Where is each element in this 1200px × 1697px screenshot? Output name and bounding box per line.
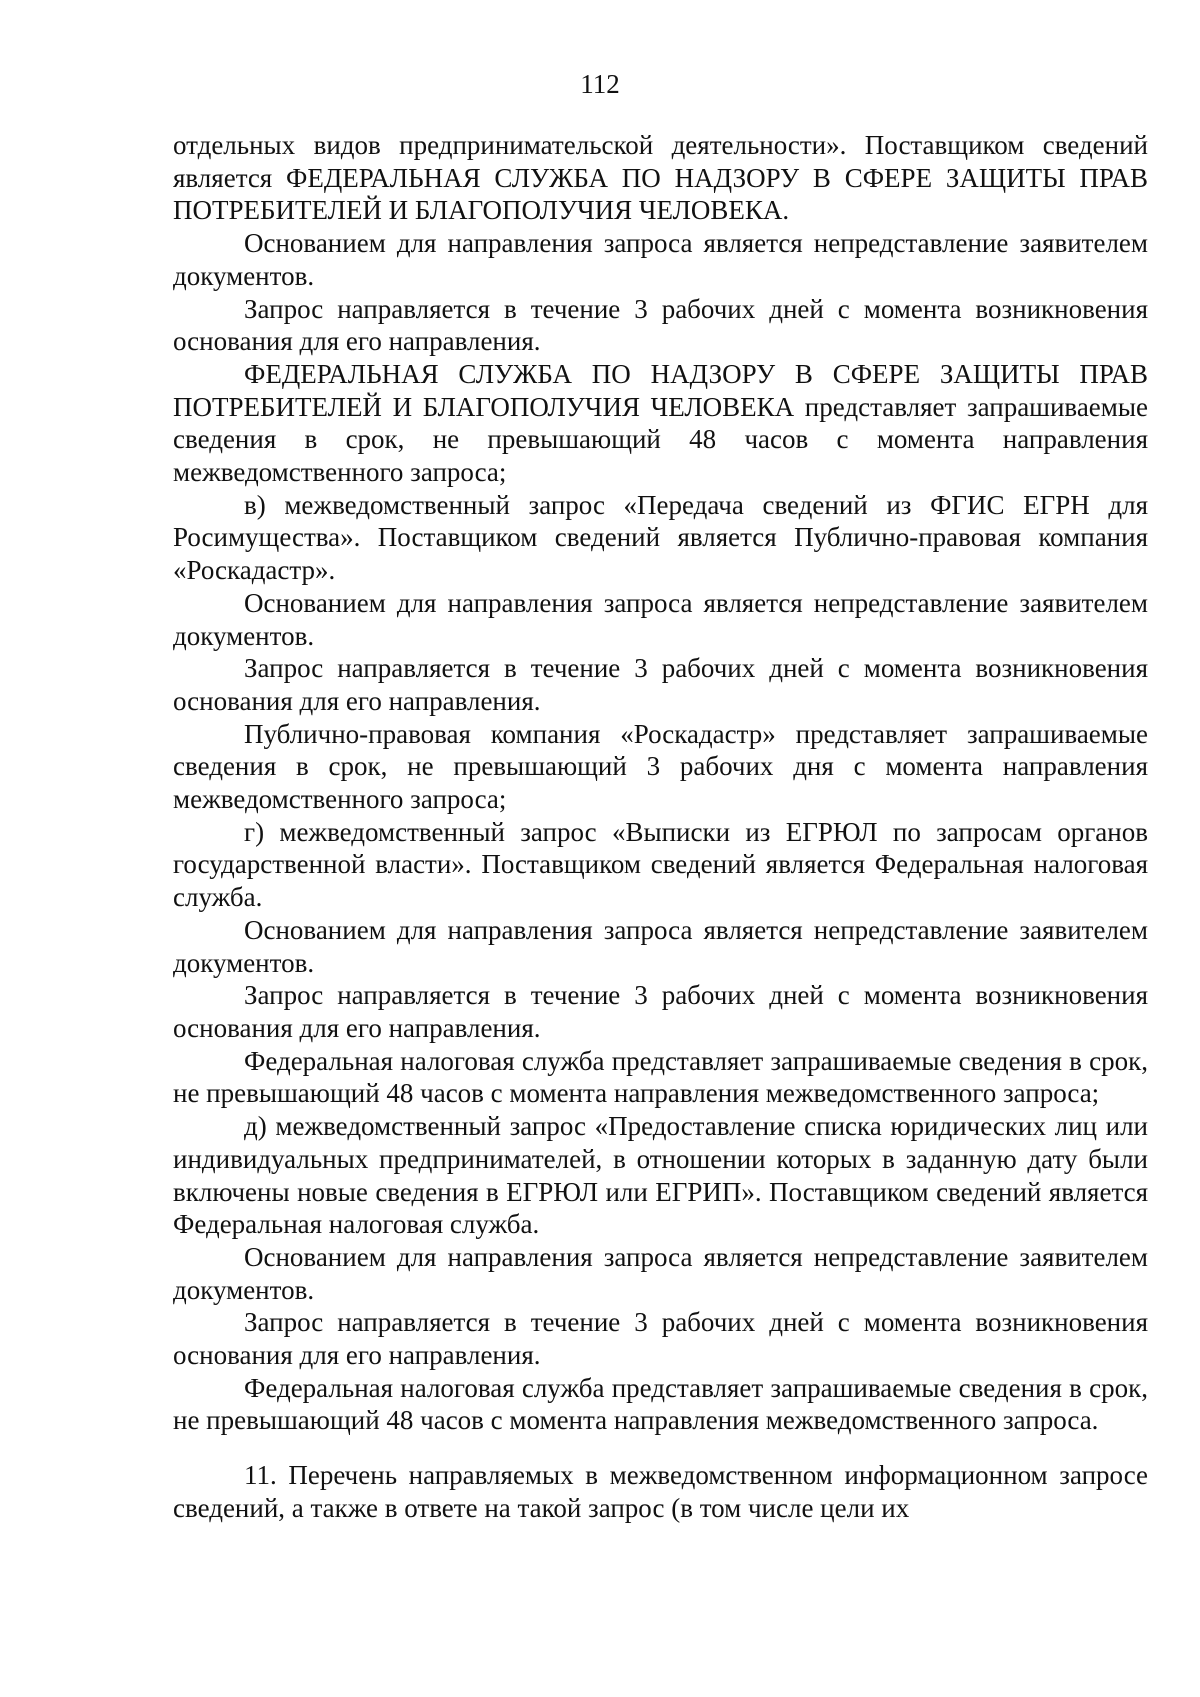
paragraph-item-g: г) межведомственный запрос «Выписки из ЕГРЮЛ по запросам органов государственной власти». Поставщиком сведений является Федеральная налоговая служба. <box>173 816 1148 913</box>
paragraph-deadline: Запрос направляется в течение 3 рабочих дней с момента возникновения основания для его направления. <box>173 1307 1148 1371</box>
page-number: 112 <box>580 69 620 99</box>
paragraph-response-term: Федеральная налоговая служба представляет запрашиваемые сведения в срок, не превышающий 48 часов с момента направления межведомственного запроса. <box>173 1372 1148 1436</box>
paragraph-basis: Основанием для направления запроса является непредставление заявителем документов. <box>173 587 1148 651</box>
paragraph-continuation: отдельных видов предпринимательской деятельности». Поставщиком сведений является ФЕДЕРАЛЬНАЯ СЛУЖБА ПО НАДЗОРУ В СФЕРЕ ЗАЩИТЫ ПРАВ ПОТРЕБИТЕЛЕЙ И БЛАГОПОЛУЧИЯ ЧЕЛОВЕКА. <box>173 130 1148 226</box>
paragraph-item-d: д) межведомственный запрос «Предоставление списка юридических лиц или индивидуальных предпринимателей, в отношении которых в заданную дату были включены новые сведения в ЕГРЮЛ или ЕГРИП». Поставщиком сведений является Федеральная налоговая служба. <box>173 1111 1148 1240</box>
paragraph-section-11: 11. Перечень направляемых в межведомственном информационном запросе сведений, а также в ответе на такой запрос (в том числе цели их <box>173 1460 1148 1523</box>
paragraph-basis: Основанием для направления запроса является непредставление заявителем документов. <box>173 914 1148 978</box>
paragraph-basis: Основанием для направления запроса является непредставление заявителем документов. <box>173 1241 1148 1305</box>
paragraph-deadline: Запрос направляется в течение 3 рабочих дней с момента возникновения основания для его направления. <box>173 653 1148 716</box>
paragraph-response-term: ФЕДЕРАЛЬНАЯ СЛУЖБА ПО НАДЗОРУ В СФЕРЕ ЗАЩИТЫ ПРАВ ПОТРЕБИТЕЛЕЙ И БЛАГОПОЛУЧИЯ ЧЕЛОВЕКА представляет запрашиваемые сведения в срок, не превышающий 48 часов с момента направления межведомственного запроса; <box>173 358 1148 488</box>
paragraph-basis: Основанием для направления запроса является непредставление заявителем документов. <box>173 228 1148 291</box>
paragraph-response-term: Публично-правовая компания «Роскадастр» представляет запрашиваемые сведения в срок, не превышающий 3 рабочих дня с момента направления межведомственного запроса; <box>173 718 1148 815</box>
paragraph-deadline: Запрос направляется в течение 3 рабочих дней с момента возникновения основания для его направления. <box>173 980 1148 1043</box>
paragraph-deadline: Запрос направляется в течение 3 рабочих дней с момента возникновения основания для его направления. <box>173 293 1148 357</box>
paragraph-response-term: Федеральная налоговая служба представляет запрашиваемые сведения в срок, не превышающий 48 часов с момента направления межведомственного запроса; <box>173 1045 1148 1109</box>
document-body <box>173 129 1148 1525</box>
paragraph-item-v: в) межведомственный запрос «Передача сведений из ФГИС ЕГРН для Росимущества». Поставщиком сведений является Публично-правовая компания «Роскадастр». <box>173 489 1148 586</box>
